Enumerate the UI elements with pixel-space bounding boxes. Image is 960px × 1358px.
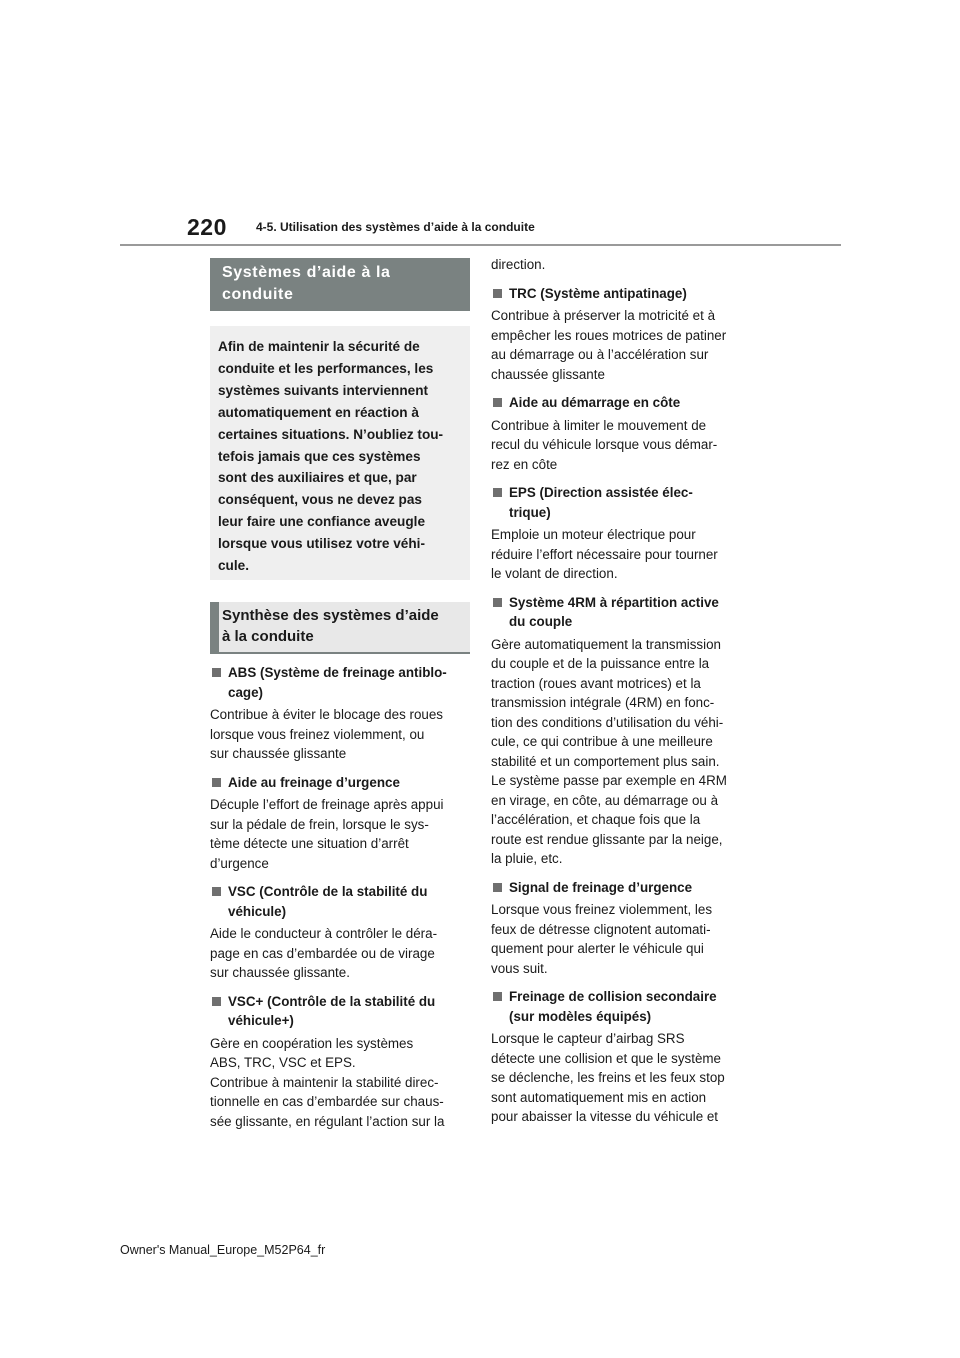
body-line: traction (roues avant motrices) et la — [491, 675, 701, 691]
item-title — [210, 773, 470, 793]
item-body — [210, 705, 470, 764]
item-title — [491, 483, 747, 522]
heading-driving-assist-systems — [210, 258, 470, 311]
body-line: feux de détresse clignotent automati- — [491, 921, 711, 937]
item-body — [491, 635, 747, 869]
heading-line: à la conduite — [222, 628, 314, 645]
item-body — [210, 924, 470, 983]
item-body — [491, 525, 747, 584]
item-title-line: Freinage de collision secondaire — [509, 989, 717, 1004]
body-line: chaussée glissante — [491, 366, 605, 382]
intro-line: conséquent, vous ne devez pas — [218, 492, 422, 508]
item-body — [491, 306, 747, 384]
page-number: 220 — [187, 214, 227, 240]
item-body — [210, 795, 470, 873]
item-title — [210, 992, 470, 1031]
continuation-text: direction. — [491, 257, 546, 272]
body-line: quement pour alerter le véhicule qui — [491, 941, 704, 956]
body-line: empêcher les roues motrices de patiner — [491, 327, 727, 343]
body-line: Contribue à éviter le blocage des roues — [210, 707, 443, 722]
item-title-line: du couple — [509, 614, 573, 629]
body-line: recul du véhicule lorsque vous démar- — [491, 437, 718, 452]
heading-line: Systèmes d’aide à la — [222, 264, 391, 281]
body-line: Lorsque le capteur d’airbag SRS — [491, 1031, 685, 1046]
intro-box — [210, 326, 470, 580]
item-body — [491, 1029, 747, 1127]
body-line: Gère automatiquement la transmission — [491, 636, 721, 652]
item-eps — [491, 483, 747, 584]
body-line: pour abaisser la vitesse du véhicule et — [491, 1109, 719, 1124]
item-4wd-torque — [491, 593, 747, 869]
body-line: sur chaussée glissante — [210, 746, 347, 761]
item-vsc — [210, 882, 470, 983]
body-line: Le système passe par exemple en 4RM — [491, 773, 727, 788]
intro-line: cule. — [218, 558, 249, 574]
item-body — [210, 1034, 470, 1132]
item-title — [491, 393, 747, 413]
item-secondary-collision-brake — [491, 987, 747, 1127]
item-title — [491, 593, 747, 632]
body-line: transmission intégrale (4RM) en fonc- — [491, 695, 715, 710]
body-line: page en cas d’embardée ou de virage — [210, 945, 435, 961]
item-trc — [491, 284, 747, 385]
item-title — [210, 663, 470, 702]
item-title-line: ABS (Système de freinage antiblo- — [228, 665, 447, 680]
item-title-line: cage) — [228, 684, 263, 700]
body-line: tème détecte une situation d’arrêt — [210, 836, 409, 851]
heading-systems-summary — [210, 602, 470, 654]
item-hill-start-assist — [491, 393, 747, 474]
heading-line: conduite — [222, 286, 294, 303]
item-vsc-plus — [210, 992, 470, 1132]
item-title-line: Aide au freinage d’urgence — [228, 774, 400, 790]
body-line: ABS, TRC, VSC et EPS. — [210, 1055, 356, 1070]
item-title-line: véhicule) — [228, 903, 287, 919]
item-emergency-brake-assist — [210, 773, 470, 874]
body-line: sont automatiquement mis en action — [491, 1089, 707, 1105]
item-title-line: trique) — [509, 504, 551, 520]
item-body — [491, 900, 747, 978]
intro-line: tefois jamais que ces systèmes — [218, 448, 421, 464]
body-line: détecte une collision et que le système — [491, 1050, 722, 1066]
body-line: tionnelle en cas d’embardée sur chaus- — [210, 1094, 444, 1109]
body-line: sur chaussée glissante. — [210, 965, 350, 980]
intro-line: lorsque vous utilisez votre véhi- — [218, 536, 425, 552]
item-title-line: (sur modèles équipés) — [509, 1008, 652, 1024]
body-line: l’accélération, et chaque fois que la — [491, 812, 701, 827]
item-title — [210, 882, 470, 921]
item-title — [491, 284, 747, 304]
body-line: Décuple l’effort de freinage après appui — [210, 797, 444, 812]
body-line: Aide le conducteur à contrôler le déra- — [210, 926, 438, 941]
header-divider — [120, 244, 841, 246]
body-line: au démarrage ou à l’accélération sur — [491, 347, 709, 362]
item-title-line: TRC (Système antipatinage) — [509, 285, 687, 301]
body-line: tion des conditions d’utilisation du véhi- — [491, 714, 724, 730]
body-line: Gère en coopération les systèmes — [210, 1035, 414, 1051]
item-emergency-brake-signal — [491, 878, 747, 979]
body-line: en virage, en côte, au démarrage ou à — [491, 792, 719, 808]
body-line: du couple et de la puissance entre la — [491, 656, 710, 671]
body-line: stabilité et un comportement plus sain. — [491, 753, 720, 769]
item-title-line: Système 4RM à répartition active — [509, 594, 719, 610]
intro-line: conduite et les performances, les — [218, 360, 434, 376]
left-column — [210, 255, 470, 1131]
body-line: Lorsque vous freinez violemment, les — [491, 902, 713, 917]
body-line: sur la pédale de frein, lorsque le sys- — [210, 816, 429, 832]
body-line: d’urgence — [210, 855, 269, 871]
intro-line: systèmes suivants interviennent — [218, 382, 429, 398]
item-body — [491, 416, 747, 475]
item-title-line: EPS (Direction assistée élec- — [509, 485, 693, 500]
body-line: réduire l’effort nécessaire pour tourner — [491, 546, 718, 562]
item-title — [491, 878, 747, 898]
section-title: 4-5. Utilisation des systèmes d’aide à la conduite — [256, 220, 535, 234]
item-title — [491, 987, 747, 1026]
footer-manual-id: Owner's Manual_Europe_M52P64_fr — [120, 1243, 326, 1257]
body-line: vous suit. — [491, 960, 548, 976]
item-title-line: VSC (Contrôle de la stabilité du — [228, 884, 428, 899]
item-title-line: Signal de freinage d’urgence — [509, 879, 693, 895]
intro-line: sont des auxiliaires et que, par — [218, 470, 417, 486]
body-line: lorsque vous freinez violemment, ou — [210, 726, 425, 742]
body-line: route est rendue glissante par la neige, — [491, 831, 723, 847]
body-line: la pluie, etc. — [491, 851, 563, 866]
intro-line: certaines situations. N’oubliez tou- — [218, 426, 444, 442]
body-line: sée glissante, en régulant l’action sur la — [210, 1113, 445, 1129]
body-line: Contribue à préserver la motricité et à — [491, 308, 716, 323]
intro-line: automatiquement en réaction à — [218, 404, 419, 420]
body-line: rez en côte — [491, 456, 558, 472]
body-line: Contribue à limiter le mouvement de — [491, 417, 707, 433]
body-line: cule, ce qui contribue à une meilleure — [491, 734, 713, 749]
body-line: Contribue à maintenir la stabilité direc- — [210, 1074, 439, 1090]
body-line: Emploie un moteur électrique pour — [491, 527, 696, 542]
right-column — [491, 255, 747, 1127]
body-line: le volant de direction. — [491, 566, 618, 581]
heading-line: Synthèse des systèmes d’aide — [222, 607, 439, 624]
intro-line: Afin de maintenir la sécurité de — [218, 339, 420, 354]
item-abs — [210, 663, 470, 764]
intro-line: leur faire une confiance aveugle — [218, 514, 425, 530]
item-title-line: Aide au démarrage en côte — [509, 395, 681, 410]
item-title-line: VSC+ (Contrôle de la stabilité du — [228, 993, 436, 1009]
item-title-line: véhicule+) — [228, 1013, 294, 1028]
body-line: se déclenche, les freins et les feux stop — [491, 1070, 725, 1085]
